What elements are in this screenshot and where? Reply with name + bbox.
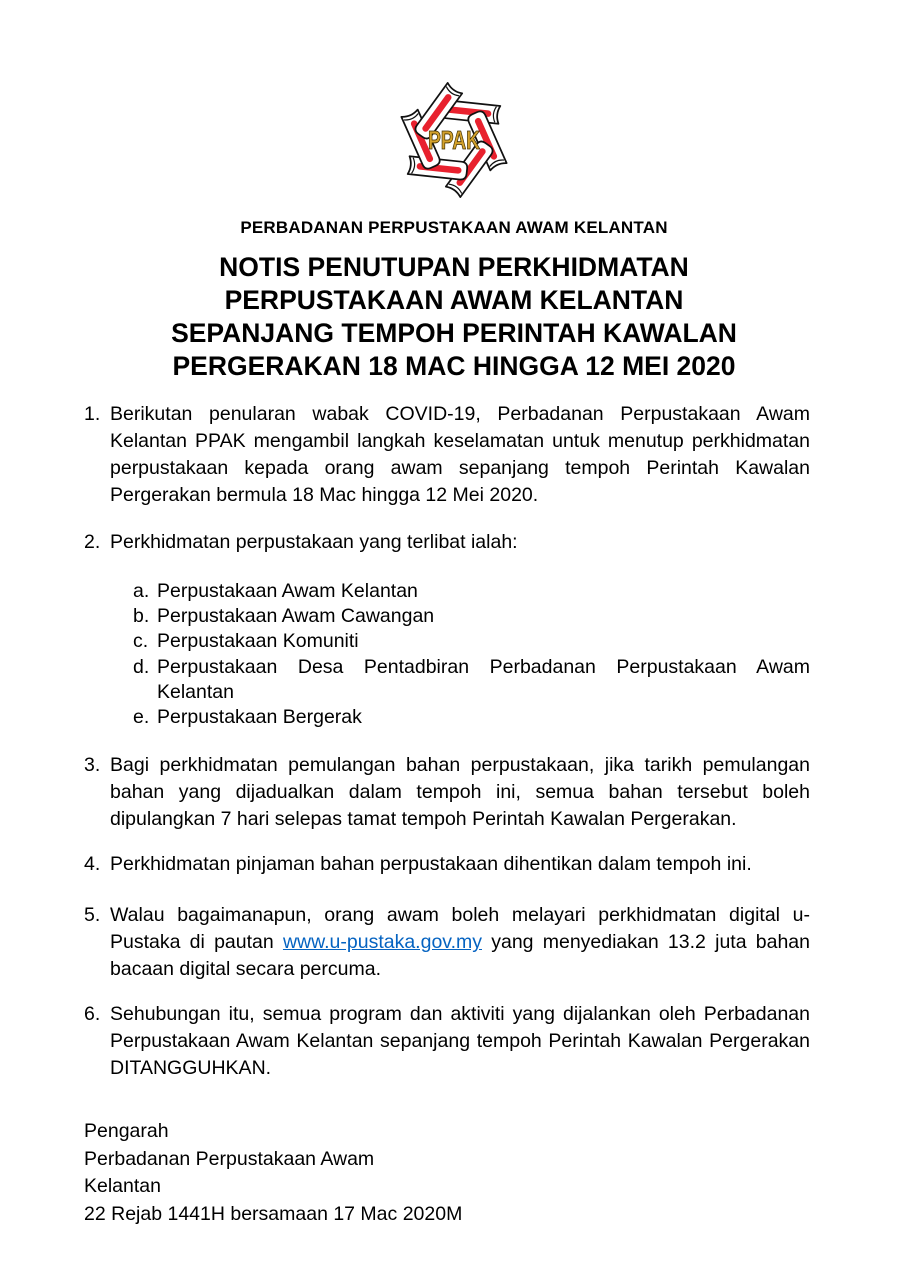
list-item-text: Bagi perkhidmatan pemulangan bahan perpustakaan, jika tarikh pemulangan bahan yang dijadualkan dalam tempoh ini, semua bahan tersebut boleh dipulangkan 7 hari selepas tamat tempoh Perintah Kawalan Pergerakan.	[110, 754, 810, 831]
list-number: 5.	[84, 904, 101, 927]
sub-item-letter: e.	[133, 706, 150, 729]
signature-block	[84, 1118, 908, 1228]
signature-role: Pengarah	[84, 1120, 169, 1143]
ppak-logo	[390, 76, 518, 204]
signature-org-line-1: Perbadanan Perpustakaan Awam	[84, 1147, 375, 1170]
sub-item-letter: b.	[133, 605, 150, 628]
sub-item-text: Perpustakaan Awam Cawangan	[157, 605, 435, 628]
ppak-logo-label: PPAK	[427, 125, 481, 156]
list-number: 1.	[84, 403, 101, 425]
signature-org-line-2: Kelantan	[84, 1175, 161, 1198]
u-pustaka-link[interactable]: www.u-pustaka.gov.my	[282, 931, 482, 954]
library-sub-list	[133, 579, 810, 730]
sub-item-text: Perpustakaan Desa Pentadbiran Perbadanan Perpustakaan Awam Kelantan	[157, 655, 810, 703]
sub-item-d	[133, 655, 810, 705]
sub-item-letter: d.	[133, 655, 150, 678]
list-number: 3.	[84, 754, 101, 777]
list-item-text	[110, 902, 810, 983]
sub-item-c	[133, 629, 810, 654]
list-item-6	[84, 1001, 810, 1082]
org-name: PERBADANAN PERPUSTAKAAN AWAM KELANTAN	[240, 218, 668, 237]
title-line-3: SEPANJANG TEMPOH PERINTAH KAWALAN	[171, 318, 737, 348]
text-after-link: yang menyediakan 13.2 juta bahan bacaan digital secara percuma.	[110, 931, 810, 981]
sub-item-e	[133, 705, 810, 730]
title-line-4: PERGERAKAN 18 MAC HINGGA 12 MEI 2020	[172, 351, 736, 381]
title-line-2: PERPUSTAKAAN AWAM KELANTAN	[224, 285, 684, 315]
text-before-link: Walau bagaimanapun, orang awam boleh melayari perkhidmatan digital u-Pustaka di pautan	[110, 904, 810, 954]
list-item-text: Berikutan penularan wabak COVID-19, Perbadanan Perpustakaan Awam Kelantan PPAK mengambil langkah keselamatan untuk menutup perkhidmatan perpustakaan kepada orang awam sepanjang tempoh Perintah Kawalan Pergerakan bermula 18 Mac hingga 12 Mei 2020.	[110, 403, 810, 506]
signature-date: 22 Rejab 1441H bersamaan 17 Mac 2020M	[84, 1202, 463, 1225]
sub-item-text: Perpustakaan Bergerak	[157, 706, 362, 729]
sub-item-letter: a.	[133, 580, 150, 602]
sub-item-text: Perpustakaan Awam Kelantan	[157, 580, 418, 602]
list-number: 6.	[84, 1003, 101, 1026]
page-title	[0, 251, 908, 383]
list-item-4	[84, 851, 810, 878]
list-item-2	[84, 529, 810, 730]
list-number: 2.	[84, 531, 101, 553]
list-item-text: Perkhidmatan pinjaman bahan perpustakaan dihentikan dalam tempoh ini.	[110, 853, 752, 876]
title-line-1: NOTIS PENUTUPAN PERKHIDMATAN	[219, 252, 689, 282]
list-item-3	[84, 752, 810, 833]
notice-body	[84, 401, 810, 1082]
sub-item-a	[133, 579, 810, 604]
ppak-books-icon	[390, 76, 518, 204]
sub-item-letter: c.	[133, 630, 149, 653]
list-item-5	[84, 902, 810, 983]
sub-item-b	[133, 604, 810, 629]
sub-item-text: Perpustakaan Komuniti	[157, 630, 359, 653]
list-item-1	[84, 401, 810, 509]
list-item-text: Sehubungan itu, semua program dan aktiviti yang dijalankan oleh Perbadanan Perpustakaan Awam Kelantan sepanjang tempoh Perintah Kawalan Pergerakan DITANGGUHKAN.	[110, 1003, 810, 1080]
list-item-text: Perkhidmatan perpustakaan yang terlibat ialah:	[110, 531, 518, 553]
list-number: 4.	[84, 853, 101, 876]
